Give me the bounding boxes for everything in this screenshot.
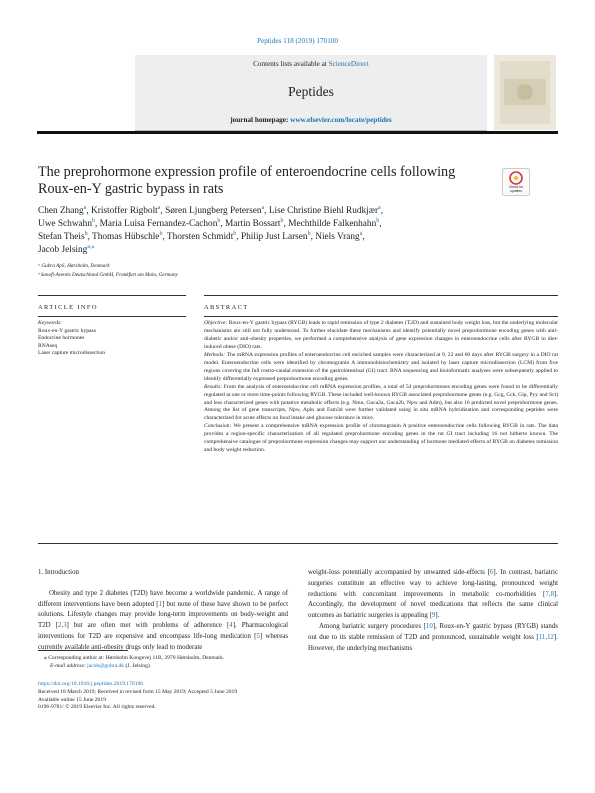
text-run: weight-loss potentially accompanied by unwanted side-effects [ <box>308 569 490 576</box>
homepage-prefix: journal homepage: <box>230 116 291 124</box>
abstract-methods <box>204 352 558 384</box>
copyright-line: 0196-9781/ © 2019 Elsevier Inc. All rights reserved. <box>38 704 156 711</box>
email-line <box>44 663 444 671</box>
email-label: E-mail address: <box>50 662 86 669</box>
keyword: Endocrine hormones <box>38 335 85 342</box>
affiliation-sup[interactable]: b <box>307 231 311 238</box>
corresponding-author: ⁎ Corresponding author at: Hørsholm Kongevej 11B, 2970 Hørsholm, Denmark. <box>44 655 225 661</box>
author-sep: , <box>94 219 100 230</box>
author-sep: , <box>87 232 93 243</box>
results-label: Results: <box>204 383 223 390</box>
sciencedirect-link[interactable]: ScienceDirect <box>328 60 369 68</box>
author-name[interactable]: Stefan Theis <box>38 232 85 243</box>
conclusion-label: Conclusion: <box>204 423 232 430</box>
available-online: Available online 15 June 2019 <box>38 696 106 703</box>
section-heading-introduction: 1. Introduction <box>38 569 79 576</box>
header-rule <box>37 131 558 134</box>
abstract-results <box>204 384 558 424</box>
keywords-block <box>38 320 178 358</box>
affiliation-sup[interactable]: b <box>91 218 95 224</box>
author-name[interactable]: Kristoffer Rigbolt <box>91 206 158 216</box>
abstract-conclusion <box>204 423 558 455</box>
keyword: Roux-en-Y gastric bypass <box>38 327 96 334</box>
article-title: The preprohormone expression profile of enteroendocrine cells following Roux-en-Y gastric bypass in rats <box>38 164 456 197</box>
methods-text: The mRNA expression profiles of enteroendocrine cell enriched samples were characterized at 9, 22 and 60 days after RYGB surgery in a DIO rat model. Enteroendocrine cells were identified by chromogranin A immunohistochemistry and isolated by laser capture microdissection (LCM) from five regions covering the full rostro-caudal extension of the gastrointestinal (GI) tract. RNA sequencing and bioinformatic analyses were subsequently applied to identify differentially expressed preprohormone encoding genes. <box>204 351 558 382</box>
affiliation-sup[interactable]: b <box>376 218 380 224</box>
text-run: Among bariatric surgery procedures [ <box>319 622 426 630</box>
body-right-column <box>308 568 558 654</box>
citation-link[interactable]: 1 <box>158 600 163 608</box>
author-name[interactable]: Niels Vrang <box>315 232 360 243</box>
abstract-rule-top <box>204 295 558 296</box>
email-suffix: (J. Jelsing). <box>124 662 152 669</box>
author-name[interactable]: Maria Luisa Fernandez-Cachon <box>99 219 218 230</box>
received-dates: Received 18 March 2019; Received in revised form 15 May 2019; Accepted 5 June 2019 <box>38 688 238 695</box>
citation-link[interactable]: 4 <box>229 622 233 630</box>
text-run: ], Roux-en-Y gastric bypass (RYGB) stands out due to its stable remission of T2D and pronounced, sustainable weight loss [ <box>308 622 558 641</box>
author-name[interactable]: Philip Just Larsen <box>240 232 308 243</box>
article-info-rule-mid <box>38 316 186 317</box>
author-name[interactable]: Thomas Hübschle <box>92 232 160 243</box>
body-paragraph <box>308 568 558 622</box>
cover-graphic <box>494 55 556 130</box>
citation-link[interactable]: 11,12 <box>538 633 554 641</box>
author-name[interactable]: Lise Christine Biehl Rudkjær <box>268 206 379 216</box>
text-run: Obesity and type 2 diabetes (T2D) have become a worldwide pandemic. A range of different interventions have been adopted [ <box>38 589 288 608</box>
author-name[interactable]: Mechthilde Falkenhahn <box>288 219 377 230</box>
conclusion-text: We present a comprehensive mRNA expression profile of chromogranin A positive enteroendocrine cells following RYGB in rats. The data provides a region-specific characterization of all regulated preprohormone encoding genes in the rat GI tract including 16 not hitherto known. The comprehensive catalogue of preprohormone expression changes may support our understanding of hormone mediated effects of RYGB on diabetes remission and body weight reduction. <box>204 423 558 454</box>
text-run: ]. Accordingly, the development of novel medications that reflects the same clinical outcomes as bariatric surgeries is appealing [ <box>308 590 558 620</box>
author-name[interactable]: Martin Bossart <box>225 219 281 230</box>
journal-cover-image <box>494 55 556 130</box>
article-info-heading: ARTICLE INFO <box>38 304 98 311</box>
affiliation-sup[interactable]: a,⁎ <box>87 244 95 251</box>
affiliation-sup[interactable]: b <box>84 231 88 238</box>
author-sep: , <box>86 206 92 216</box>
email-link[interactable]: jacob@gubra.dk <box>87 662 125 669</box>
journal-reference-link[interactable]: Peptides 118 (2019) 170100 <box>257 37 338 45</box>
author-name[interactable]: Chen Zhang <box>38 206 84 216</box>
affiliation-sup[interactable]: a <box>157 204 161 211</box>
journal-homepage-line <box>135 116 487 124</box>
citation-link[interactable]: 9 <box>431 612 436 620</box>
footnote-rule <box>38 650 128 651</box>
journal-title: Peptides <box>288 84 334 99</box>
author-sep: , <box>264 206 269 216</box>
elsevier-logo <box>38 55 126 130</box>
objective-label: Objective: <box>204 320 228 326</box>
author-sep: , <box>283 219 289 230</box>
text-run: ] whereas currently available anti-obesity drugs only lead to moderate <box>38 632 288 651</box>
affiliation-sup[interactable]: a <box>83 204 87 211</box>
text-run: ]. However, the underlying mechanisms <box>308 633 558 652</box>
abstract-heading: ABSTRACT <box>204 304 249 311</box>
text-run: ] but are often met with problems of adherence [ <box>66 622 230 630</box>
abstract-rule-mid <box>204 316 558 317</box>
abstract-text <box>204 320 558 455</box>
keywords-label: Keywords: <box>38 320 63 326</box>
affiliation-sup[interactable]: b <box>159 231 163 238</box>
author-sep: , <box>362 232 365 243</box>
doi-link[interactable]: https://doi.org/10.1016/j.peptides.2019.170100 <box>38 681 144 687</box>
author-sep: , <box>220 219 225 230</box>
objective-text: Roux-en-Y gastric bypass (RYGB) leads to rapid remission of type 2 diabetes (T2D) and sustained body weight loss, but the underlying molecular mechanisms are still not fully understood. To further elucidate these mechanisms and identify potentially novel preprohormone encoding genes with anti-diabetic and/or anti-obesity properties, we performed a comprehensive analysis of gene expression changes in enteroendocrine cells after RYGB in diet-induced obese (DIO) rats. <box>204 320 558 350</box>
affiliation-sup[interactable]: a <box>359 231 363 238</box>
footnote-block <box>44 655 444 671</box>
text-run: ]. <box>435 612 440 620</box>
author-sep: , <box>380 206 384 216</box>
text-run: ] but none of these have shown to be perfect solutions. Lifestyle changes may provide long-term improvements on body-weight and T2D [ <box>38 600 288 630</box>
body-paragraph <box>38 589 288 654</box>
citation-link[interactable]: 7,8 <box>545 590 554 598</box>
author-sep: , <box>162 232 167 243</box>
abstract-objective <box>204 320 558 352</box>
affiliation-sup[interactable]: a <box>261 204 265 211</box>
author-sep: , <box>160 206 166 216</box>
affiliation-sup[interactable]: b <box>217 218 221 224</box>
body-paragraph <box>308 622 558 654</box>
citation-link[interactable]: 5 <box>256 632 260 640</box>
author-name[interactable]: Uwe Schwahn <box>38 219 92 230</box>
author-name[interactable]: Thorsten Schmidt <box>166 232 234 243</box>
author-sep: , <box>236 232 241 243</box>
author-sep: , <box>310 232 316 243</box>
affiliation-a: ᵃ Gubra ApS, Hørsholm, Denmark <box>38 263 110 269</box>
affiliation-sup[interactable]: b <box>280 218 284 224</box>
keyword: RNAseq <box>38 342 58 349</box>
affiliation-sup[interactable]: b <box>233 231 237 238</box>
citation-link[interactable]: 10 <box>425 622 433 630</box>
results-text: From the analysis of enteroendocrine cell mRNA expression profiles, a total of 54 preprohormones encoding genes were found to be differentially regulated at one or more time-points following RYGB. These included well-known RYGB associated preprohormone genes (e.g. Gcg, Cck, Gip, Pyy and Sct) and less characterized genes with putative metabolic effects (e.g. Nmu, Guca2a, Guca2b, Npw and Adm), but also 16 predicted novel preprohormone genes. Among the list of gene transcripts, Npw, Apln and Fam3d were further validated using in situ mRNA hybridization and corresponding peptides were characterized for acute effects on food intake and glucose tolerance in mice. <box>204 383 558 422</box>
text-run: ]. In contrast, bariatric surgeries constitute an effective way to achieve long-lasting, pronounced weight reductions with concomitant improvements in metabolic co-morbidities [ <box>308 569 559 598</box>
contents-prefix: Contents lists available at <box>253 60 329 68</box>
body-left-column <box>38 568 288 654</box>
abstract-rule-bottom <box>38 543 558 544</box>
author-list <box>38 205 508 257</box>
affiliation-b: ᵇ Sanofi-Aventis Deutschland GmbH, Frankfurt am Main, Germany <box>38 272 178 278</box>
check-for-updates-badge[interactable] <box>502 168 530 196</box>
homepage-link[interactable]: www.elsevier.com/locate/peptides <box>290 116 392 124</box>
affiliations <box>38 262 338 280</box>
text-run: ]. Pharmacological interventions for T2D are expensive and encompass life-long medication [ <box>38 622 289 640</box>
author-name[interactable]: Søren Ljungberg Petersen <box>165 206 262 216</box>
author-sep: , <box>379 219 382 230</box>
publication-info <box>38 681 488 712</box>
methods-label: Methods: <box>204 351 226 358</box>
citation-link[interactable]: 2,3 <box>57 622 67 630</box>
check-updates-label: Check for updates <box>508 185 524 193</box>
citation-link[interactable]: 6 <box>489 569 494 576</box>
keyword: Laser capture microdissection <box>38 350 106 357</box>
affiliation-sup[interactable]: a <box>378 204 381 211</box>
author-name[interactable]: Jacob Jelsing <box>38 245 88 256</box>
article-info-rule-top <box>38 295 186 296</box>
contents-line <box>135 60 487 68</box>
